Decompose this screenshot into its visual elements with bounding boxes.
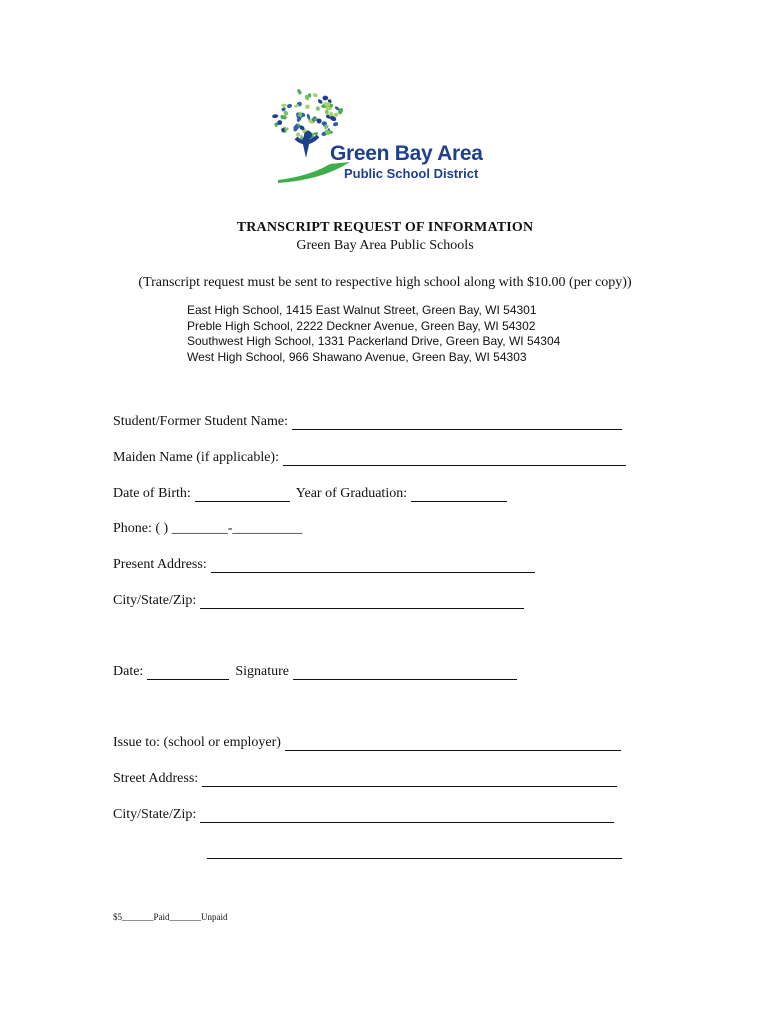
leaf-icon <box>313 132 318 135</box>
leaf-icon <box>295 132 301 138</box>
issue-to-row <box>113 735 621 751</box>
fee-note: (Transcript request must be sent to respective high school along with $10.00 (per copy)) <box>138 275 632 290</box>
street-address-field[interactable] <box>202 774 617 787</box>
city-state-zip-2-row <box>113 807 614 823</box>
phone-field[interactable]: Phone: ( ) ________-__________ <box>113 521 303 536</box>
logo-subtitle: Public School District <box>344 166 479 181</box>
present-address-label: Present Address: <box>113 557 207 572</box>
signature-field[interactable] <box>293 667 517 680</box>
date-signature-row <box>113 664 517 680</box>
leaf-icon <box>281 104 287 107</box>
school-address: West High School, 966 Shawano Avenue, Green Bay, WI 54303 <box>187 349 527 364</box>
leaf-icon <box>317 98 323 104</box>
date-field[interactable] <box>147 667 229 680</box>
issue-to-label: Issue to: (school or employer) <box>113 735 281 750</box>
street-address-label: Street Address: <box>113 771 199 786</box>
school-address: Southwest High School, 1331 Packerland Drive, Green Bay, WI 54304 <box>187 334 561 348</box>
leaf-icon <box>272 114 279 118</box>
dob-label: Date of Birth: <box>113 486 191 501</box>
signature-label: Signature <box>235 664 289 679</box>
payment-status: $5_______Paid_______Unpaid <box>113 912 228 922</box>
leaf-icon <box>332 121 338 126</box>
form-title: TRANSCRIPT REQUEST OF INFORMATION <box>236 220 534 235</box>
dob-field[interactable] <box>195 489 290 502</box>
dob-graduation-row <box>113 486 507 502</box>
issue-to-field[interactable] <box>285 738 621 751</box>
leaf-icon <box>304 104 310 110</box>
date-label: Date: <box>113 664 144 679</box>
maiden-name-row <box>113 450 626 466</box>
extra-address-field[interactable] <box>207 846 622 859</box>
maiden-name-label: Maiden Name (if applicable): <box>113 450 279 465</box>
leaf-icon <box>286 103 292 108</box>
maiden-name-field[interactable] <box>283 453 626 466</box>
phone-row <box>113 521 302 537</box>
leaf-icon <box>312 92 318 98</box>
student-name-label: Student/Former Student Name: <box>113 414 288 429</box>
form-subtitle: Green Bay Area Public Schools <box>296 238 474 253</box>
city-state-zip-label: City/State/Zip: <box>113 593 197 608</box>
graduation-year-field[interactable] <box>411 489 507 502</box>
street-address-row <box>113 771 617 787</box>
student-name-row <box>113 414 622 430</box>
city-state-zip-2-field[interactable] <box>200 810 614 823</box>
school-address: Preble High School, 2222 Deckner Avenue, Green Bay, WI 54302 <box>187 318 536 333</box>
leaf-icon <box>316 106 320 111</box>
city-state-zip-2-label: City/State/Zip: <box>113 807 197 822</box>
graduation-year-label: Year of Graduation: <box>295 486 408 501</box>
school-address: East High School, 1415 East Walnut Street, Green Bay, WI 54301 <box>187 303 537 317</box>
leaf-icon <box>322 95 328 100</box>
present-address-row <box>113 557 535 573</box>
school-address-list <box>187 303 560 365</box>
extra-address-line-row <box>207 846 622 859</box>
logo-title: Green Bay Area <box>330 142 483 165</box>
present-address-field[interactable] <box>211 560 535 573</box>
district-logo <box>270 88 510 192</box>
leaf-icon <box>296 88 302 95</box>
city-state-zip-field[interactable] <box>200 596 524 609</box>
student-name-field[interactable] <box>292 417 622 430</box>
city-state-zip-row <box>113 593 524 609</box>
